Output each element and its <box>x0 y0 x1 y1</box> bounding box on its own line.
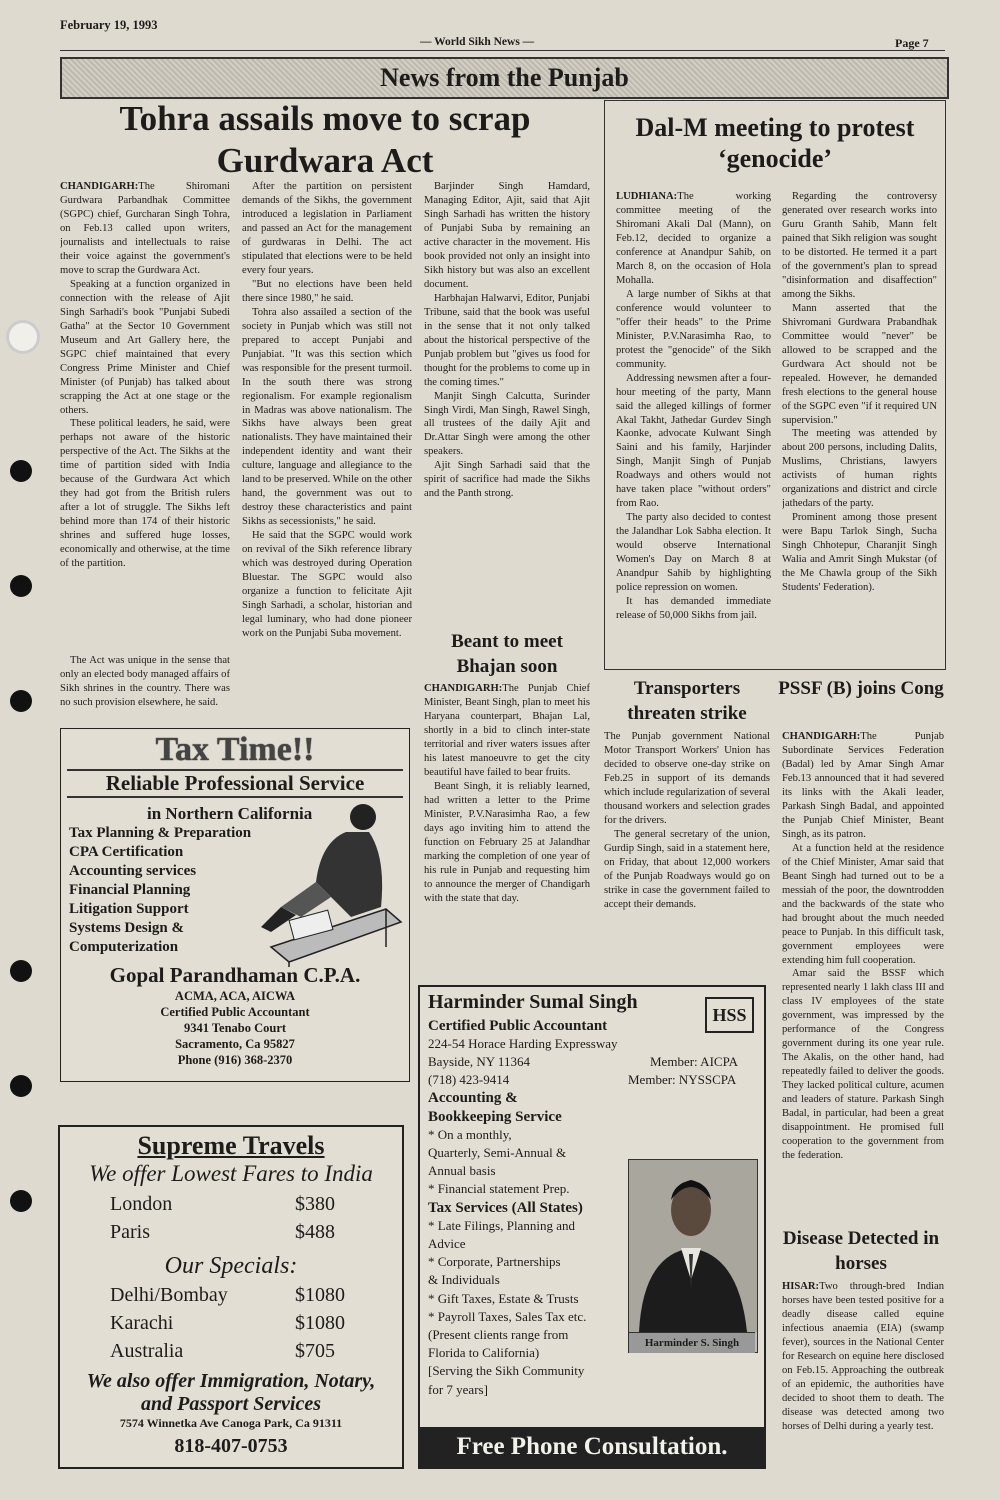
tohra-headline: Tohra assails move to scrap Gurdwara Act <box>119 99 531 180</box>
tax-ad-region: in Northern California <box>147 804 313 823</box>
tax-ad-phone: Phone (916) 368-2370 <box>177 1053 293 1067</box>
accountant-illustration <box>261 797 406 967</box>
punch-hole <box>10 575 32 597</box>
cpa-ad-name: Harminder Sumal Singh <box>428 991 638 1013</box>
punch-hole <box>10 1075 32 1097</box>
travel-ad: Supreme Travels We offer Lowest Fares to India London $380 Paris $488 Our Specials: Delhi/Bombay $1080 Karachi $1080 Australia $705 We also offer Immigration, Notary, and Passport Services 7574 Winnetka Ave Canoga Park, Ca 91311 818-407-0753 <box>58 1125 404 1469</box>
cpa-ad <box>418 985 766 1469</box>
free-consultation-banner: Free Phone Consultation. <box>420 1427 764 1467</box>
tax-ad-name: Gopal Parandhaman C.P.A. <box>109 963 361 987</box>
specials-list: Delhi/Bombay $1080 Karachi $1080 Australia $705 <box>110 1284 345 1362</box>
hss-logo: HSS <box>705 997 754 1033</box>
fare-list: London $380 Paris $488 <box>110 1193 335 1243</box>
tohra-column-1b: The Act was unique in the sense that only an elected body managed affairs of Sikh shrines in the country. There was no such provision elsewhere, he said. <box>60 655 230 708</box>
photo-caption: Harminder S. Singh <box>629 1332 755 1353</box>
travel-ad-tagline: We offer Lowest Fares to India <box>89 1161 373 1186</box>
specials-label: Our Specials: <box>164 1253 298 1279</box>
cpa-photo <box>628 1159 758 1353</box>
travel-ad-address: 7574 Winnetka Ave Canoga Park, Ca 91311 <box>119 1416 343 1430</box>
tohra-column-1: CHANDIGARH:The Shiromani Gurdwara Parbandhak Committee (SGPC) chief, Gurcharan Singh Tohra, on Feb.13 called upon writers, journalists and intellectuals to raise their voice against the government's move to scrap the Gurdwara Act. Speaking at a function organized in connection with the release of Ajit Singh Sarhadi's book "Punjabi Subedi Gatha" at the Sector 10 Government Museum and Art Gallery here, the SGPC chief maintained that every Congress Prime Minister and Chief Minister (of Punjab) has talked about scrapping the Act at one stage or the others. These political leaders, he said, were perhaps not aware of the historic perspective of the Act. The Sikhs at the time of partition sided with India because of the Gurdwara Act which they had got from the British rulers after a lot of struggle. The Sikhs left behind more than 174 of their historic shrines and suffered huge losses, economically and otherwise, at the time of the partition. <box>60 181 230 570</box>
travel-ad-phone: 818-407-0753 <box>174 1435 288 1457</box>
transporters-body: The Punjab government National Motor Transport Workers' Union has decided to observe one-day strike on Feb.25 in support of its demands which include regularization of several thousand workers and selection grades for the drivers. The general secretary of the union, Gurdip Singh, said in a statement here, on Friday, that about 12,000 workers of the Punjab Roadways would go on strike in case the government failed to accept their demands. <box>604 731 770 910</box>
page-number: Page 7 <box>895 36 929 50</box>
punch-hole <box>10 960 32 982</box>
tax-services-list: Tax Planning & Preparation CPA Certification Accounting services Financial Planning Litigation Support Systems Design & Computerization <box>69 825 252 955</box>
dalm-column-2: Regarding the controversy generated over research works into Guru Granth Sahib, Mann felt pained that Sikh religion was sought to be distorted. He termed it a part of the government's plan to spread "disinformation and disaffection" among the Sikhs. Mann asserted that the Shivromani Gurdwara Prabandhak Committee would "never" be allowed to be scrapped and the Gurdwara Act should not be repealed. However, he demanded fresh elections to the general house of the SGPC even "if it required UN supervision." The meeting was attended by about 200 persons, including Dalits, Muslims, Christians, lawyers activists of human rights organizations and district and circle jathedars of the party. Prominent among those present were Bapu Tarlok Singh, Sucha Singh Chhotepur, Charanjit Singh Walia and Amrit Singh Mukstar (of the Me Chawla group of the Sikh Students' Federation). <box>782 191 937 594</box>
beant-headline: Beant to meet Bhajan soon <box>451 631 563 677</box>
tax-ad-title: Tax Time!! <box>155 731 315 768</box>
horses-headline: Disease Detected in horses <box>782 1228 940 1274</box>
tohra-column-3: Barjinder Singh Hamdard, Managing Editor, Ajit, said that Ajit Singh Sarhadi has written the history of Punjabi Suba by remaining an active character in the movement. His book provided not only an insight into Sikh history but was also an excellent document. Harbhajan Halwarvi, Editor, Punjabi Tribune, said that the book was useful in the sense that it not only talked about the historical perspective of the Punjab problem but "gives us food for thought for the problems to come up in the coming times." Manjit Singh Calcutta, Surinder Singh Virdi, Man Singh, Rawel Singh, all trustees of the daily Ajit and Dr.Attar Singh were among the other speakers. Ajit Singh Sarhadi said that the spirit of sacrifice had made the Sikhs and the Panth strong. <box>424 181 590 500</box>
tohra-column-2: After the partition on persistent demands of the Sikhs, the government introduced a legislation in Parliament and passed an Act for the management of gurdwaras in Delhi. The act stipulated that elections were to be held every four years. "But no elections have been held there since 1980," he said. Tohra also assailed a section of the society in Punjab which was still not prepared to accept Punjabi and Punjabiat. "It was this section which was responsible for the present turmoil. In the south there was strong regionalism. For example regionalism in Madras was above nationalism. The Sikhs have always been great nationalists. They have maintained their independent identity and want their culture, language and allegiance to the land to be preserved. While on the other hand, the government was out to destroy these characteristics and paint Sikhs as secessionists," he said. He said that the SGPC would work on revival of the Sikh reference library which was destroyed during Operation Bluestar. The SGPC would also organize a function to felicitate Ajit Singh Sarhadi, a scholar, historian and legal luminary, who had done pioneer work on the Punjabi Suba movement. <box>242 181 412 639</box>
binder-ring <box>6 320 40 354</box>
travel-ad-title: Supreme Travels <box>137 1131 325 1160</box>
portrait-icon <box>629 1160 757 1332</box>
section-banner <box>60 57 949 99</box>
pssf-body: CHANDIGARH:The Punjab Subordinate Services Federation (Badal) led by Amar Singh Amar Feb.13 announced that it had severed its links with the Akali leader, Parkash Singh Badal, and appointed the Punjab Chief Minister, Beant Singh, as its patron. At a function held at the residence of the Chief Minister, Amar said that Beant Singh had turned out to be a messiah of the poor, the downtrodden and the backwards of the state who had brought about the much needed peace to Punjab. In this difficult task, government employees were extending him full cooperation. Amar said the BSSF which represented nearly 1 lakh class III and class IV employees of the state government, was impressed by the performance of the Congress government during its one year rule. The Akalis, on the other hand, had repeatedly failed to deliver the goods. They lacked political culture, acumen and leaders of stature. Parkash Singh Badal, in particular, had been a great disappointment. He promised full cooperation to the government from the federation. <box>782 731 944 1162</box>
dalm-column-1: LUDHIANA:The working committee meeting of the Shiromani Akali Dal (Mann), on Feb.12, decided to organize a conference at Anandpur Sahib, on March 8, on the occasion of Hola Mohalla. A large number of Sikhs at that conference would volunteer to "offer their heads" to the Prime Minister, P.V.Narasimha Rao, to protest the "genocide" of the Sikh community. Addressing newsmen after a four-hour meeting of the party, Mann said the alleged killings of former Akal Takht, Jathedar Gurdev Singh Kaonke, advocate Kulwant Singh Saini and his family, Harjinder Singh, Manjit Singh of Punjab Roadways and others would not have taken place "without orders" from Rao. The party also decided to contest the Jalandhar Lok Sabha election. It would observe International Women's Day on March 8 at Anandpur Sahib by highlighting police repression on women. It has demanded immediate release of 50,000 Sikhs from jail. <box>616 191 771 622</box>
punch-hole <box>10 1190 32 1212</box>
header-rule <box>60 50 945 51</box>
transporters-headline: Transporters threaten strike <box>627 678 747 724</box>
paper-name: — World Sikh News — <box>420 36 535 48</box>
issue-date: February 19, 1993 <box>60 18 158 32</box>
tax-ad-subtitle: Reliable Professional Service <box>67 769 403 798</box>
tax-ad: Tax Time!! Reliable Professional Service in Northern California Tax Planning & Preparation CPA Certification Accounting services Financial Planning Litigation Support Systems Design & Computerization Gopal Parandhaman C.P.A. ACMA, ACA, AICWA Certified Public Accountant 9341 Tenabo Court Sacramento, Ca 95827 Phone (916) 368-2370 <box>60 728 410 1082</box>
pssf-headline: PSSF (B) joins Cong <box>778 678 944 699</box>
dalm-headline: Dal-M meeting to protest ‘genocide’ <box>635 113 915 174</box>
punch-hole <box>10 690 32 712</box>
beant-body: CHANDIGARH:The Punjab Chief Minister, Beant Singh, plan to meet his Haryana counterpart, Bhajan Lal, shortly in a bid to clinch inter-state territorial and river waters issues after his latest manoeuvre to get the city beautiful have failed to bear fruits. Beant Singh, it is reliably learned, had written a letter to the Prime Minister, P.V.Narasimha Rao, a few days ago inviting him to attend the function on February 25 at Jalandhar marking the completion of one year of his rule in Punjab and requesting him to announce the merger of Chandigarh with the state that day. <box>424 683 590 904</box>
section-title: News from the Punjab <box>380 63 629 92</box>
cpa-ad-details: Certified Public Accountant 224-54 Horace Harding Expressway Bayside, NY 11364 Member: AICPA (718) 423-9414 Member: NYSSCPA Accounting & Bookkeeping Service * On a monthly, Quarterly, Semi-Annual & Annual basis * Financial statement Prep. Tax Services (All States) * Late Filings, Planning and Advice * Corporate, Partnerships & Individuals * Gift Taxes, Estate & Trusts * Payroll Taxes, Sales Tax etc. (Present clients range from Florida to California) [Serving the Sikh Community for 7 years] <box>428 1018 738 1397</box>
tohra-dateline: CHANDIGARH: <box>60 181 139 192</box>
punch-hole <box>10 460 32 482</box>
horses-body: HISAR:Two through-bred Indian horses have been tested positive for a deadly disease called equine infectious anaemia (EIA) (swamp fever), sources in the National Center for Research on equine here disclosed on Feb.15. Approaching the outbreak of an epidemic, the authorities have decided to shoot them to death. The disease was detected among two horses of Delhi during a yearly test. <box>782 1281 944 1432</box>
